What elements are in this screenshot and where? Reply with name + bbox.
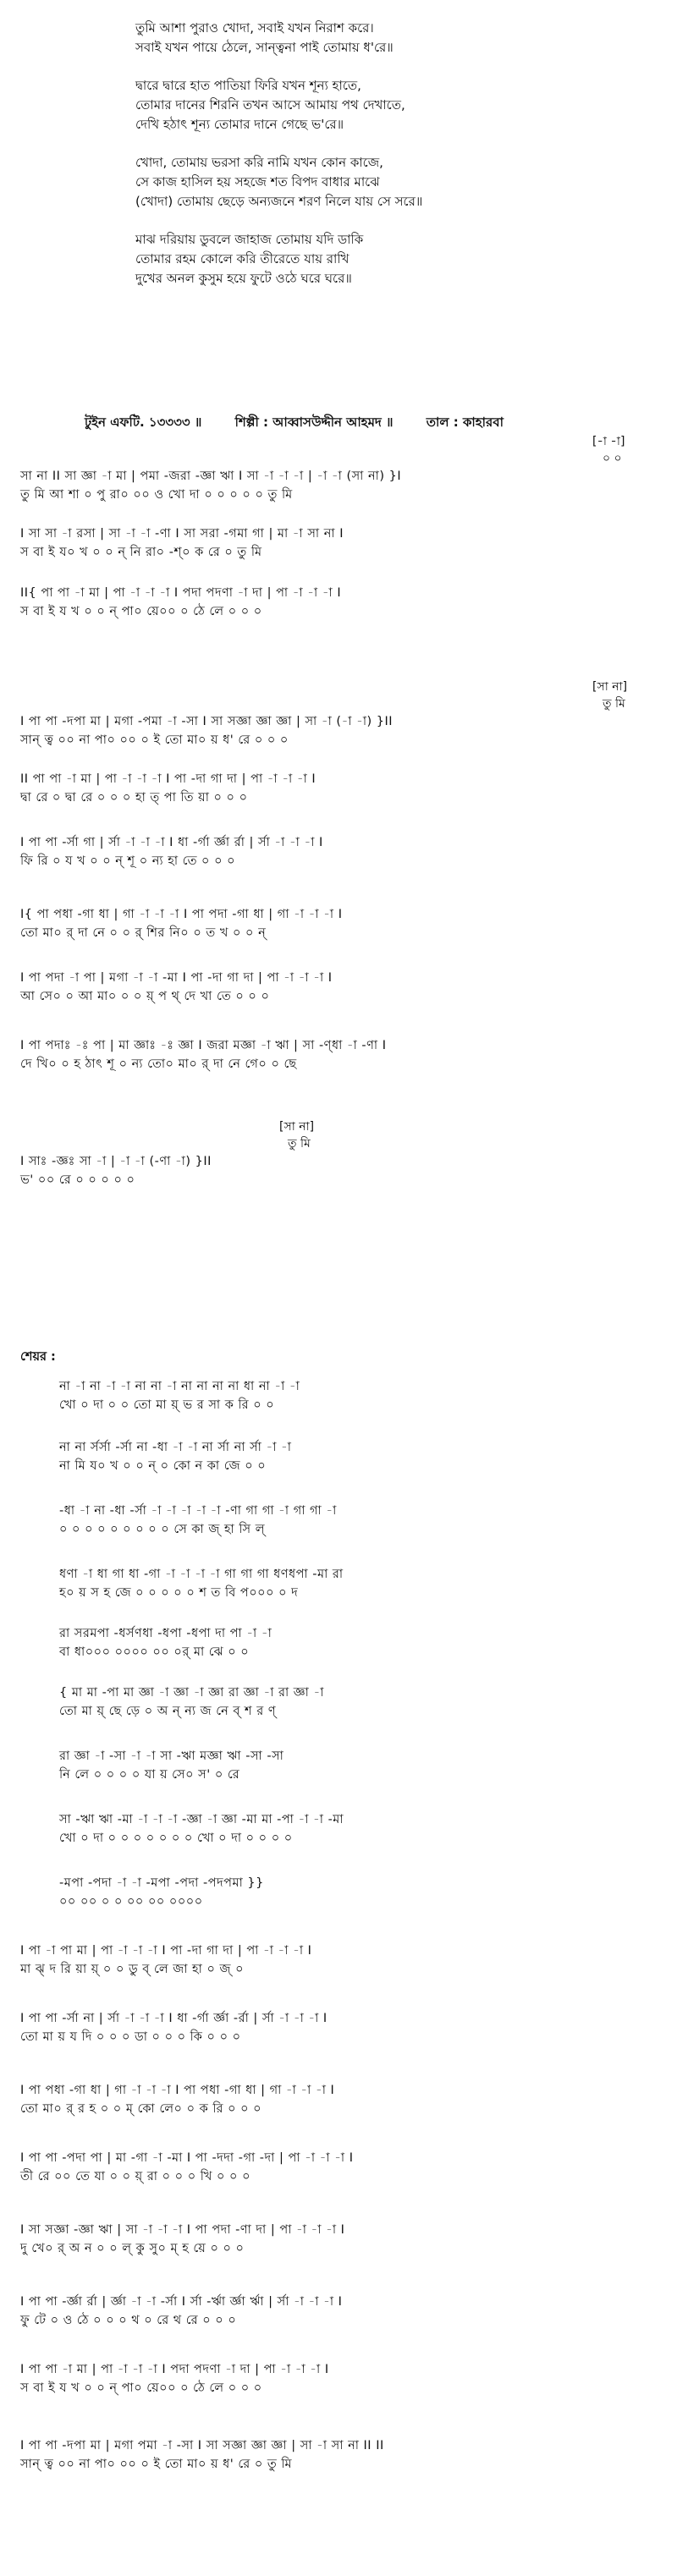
lyric-line: তুমি আশা পুরাও খোদা, সবাই যখন নিরাশ করে। <box>135 20 374 36</box>
swaralipi-notes: II পা পা -া মা | পা -া -া -া I পা -দা গা দা | পা -া -া -া I <box>20 772 316 786</box>
lyric-line: মাঝ দরিয়ায় ডুবলে জাহাজ তোমায় যদি ডাকি <box>135 232 364 247</box>
swaralipi-notes: I পা পা -র্সা গা | র্সা -া -া -া I ধা -র্গা র্জ্ঞা র্রা | র্সা -া -া -া I <box>20 836 323 849</box>
sheyar-heading: শেয়র : <box>20 1350 56 1364</box>
swaralipi-notes: রা সরমপা -ধর্সণধা -ধপা -ধপা দা পা -া -া <box>59 1627 272 1640</box>
lyric-syllables: স বা ই য খ ০ ০ ন্ পা০ য়ে০০ ০ ঠে লে ০ ০ ০ <box>20 605 262 618</box>
artist-name: শিল্পী : আব্বাসউদ্দীন আহমদ ॥ <box>234 415 394 430</box>
lyric-line: (খোদা) তোমায় ছেড়ে অন্যজনে শরণ নিলে যায় সে সরে॥ <box>135 194 423 209</box>
lyric-syllables: হ০ য় স হ জে ০ ০ ০ ০ ০ শ ত বি প০০০ ০ দ <box>59 1586 299 1600</box>
lyric-line: দেখি হঠাৎ শূন্য তোমার দানে গেছে ভ'রে॥ <box>135 117 344 132</box>
lyric-syllables: তো মা০ র্ র হ ০ ০ ম্ কো লে০ ০ ক রি ০ ০ ০ <box>20 2102 262 2116</box>
lyric-syllables: স বা ই য খ ০ ০ ন্ পা০ য়ে০০ ০ ঠে লে ০ ০ ০ <box>20 2381 262 2395</box>
swaralipi-notes: I পা -া পা মা | পা -া -া -া I পা -দা গা দা | পা -া -া -া I <box>20 1944 312 1958</box>
lyric-syllables: দু খে০ র্ অ ন ০ ০ ল্ কু সু০ ম্ হ য়ে ০ ০ ০ <box>20 2242 245 2255</box>
lyric-line: সে কাজ হাসিল হয় সহজে শত বিপদ বাধার মাঝে <box>135 174 380 189</box>
lyrics-section <box>135 19 609 307</box>
lyric-syllables: ০ ০ ০ ০ ০ ০ ০ ০ ০ সে কা জ্ হা সি ল্ <box>59 1523 266 1536</box>
lyric-syllables: তো মা য় য দি ০ ০ ০ ডা ০ ০ ০ কি ০ ০ ০ <box>20 2030 241 2044</box>
swaralipi-notes: I{ পা পধা -গা ধা | গা -া -া -া I পা পদা -গা ধা | গা -া -া -া I <box>20 908 343 921</box>
swaralipi-notes: না না র্সর্সা -র্সা না -ধা -া -া না র্সা না র্সা -া -া <box>59 1441 292 1454</box>
lyric-line: তোমার দানের শিরনি তখন আসে আমায় পথ দেখাতে, <box>135 97 405 113</box>
lyric-syllables: আ সে০ ০ আ মা০ ০ ০ য়্ প থ্ দে খা তে ০ ০ ০ <box>20 990 270 1003</box>
swaralipi-notes: I পা পধা -গা ধা | গা -া -া -া I পা পধা -গা ধা | গা -া -া -া I <box>20 2084 335 2097</box>
lyric-stanza <box>135 76 609 135</box>
swaralipi-notes: I পা পা -র্সা না | র্সা -া -া -া I ধা -র্গা র্জ্ঞা -র্রা | র্সা -া -া -া I <box>20 2012 327 2025</box>
lyric-syllables: নি লে ০ ০ ০ ০ যা য় সে০ স' ০ রে <box>59 1768 240 1782</box>
lyric-syllables: স বা ই য০ খ ০ ০ ন্ নি রা০ -শ্০ ক রে ০ তু মি <box>20 546 262 559</box>
lyric-syllables: ফি রি ০ য খ ০ ০ ন্ শূ ০ ন্য হা তে ০ ০ ০ <box>20 854 236 868</box>
swaralipi-notes: ধণা -া ধা গা ধা -গা -া -া -া -া গা গা গা ধণধপা -মা রা <box>59 1568 344 1581</box>
lyric-line: তোমার রহম কোলে করি তীরেতে যায় রাখি <box>135 251 350 266</box>
lyric-line: সবাই যখন পায়ে ঠেলে, সান্ত্বনা পাই তোমায় ধ'রে॥ <box>135 40 394 55</box>
swaralipi-notes: I সা সজ্ঞা -জ্ঞা ঋা | সা -া -া -া I পা পদা -ণা দা | পা -া -া -া I <box>20 2223 345 2237</box>
swaralipi-notes: I সাঃ -জ্ঞঃ সা -া | -া -া (-ণা -া) }II <box>20 1155 212 1168</box>
swaralipi-notes: I পা পা -দপা মা | মগা -পমা -া -সা I সা সজ্ঞা জ্ঞা জ্ঞা | সা -া (-া -া) }II <box>20 715 394 728</box>
lyric-syllables: ভ' ০০ রে ০ ০ ০ ০ ০ <box>20 1173 135 1187</box>
lyric-syllables: খো ০ দা ০ ০ তো মা য়্ ভ র সা ক রি ০ ০ <box>59 1398 275 1412</box>
optional-words: তু মি <box>288 1137 311 1151</box>
optional-words: তু মি <box>603 697 625 711</box>
swaralipi-notes: I পা পা -দপা মা | মগা পমা -া -সা I সা সজ্ঞা জ্ঞা জ্ঞা | সা -া সা না II II <box>20 2439 384 2452</box>
lyric-stanza <box>135 153 609 211</box>
swaralipi-notes: II{ পা পা -া মা | পা -া -া -া I পদা পদণা -া দা | পা -া -া -া I <box>20 586 342 600</box>
optional-notes: [সা না] <box>592 680 628 694</box>
taal-name: তাল : কাহারবা <box>426 415 504 430</box>
swaralipi-notes: I পা পা -া মা | পা -া -া -া I পদা পদণা -া দা | পা -া -া -া I <box>20 2363 329 2376</box>
lyric-syllables: ফু টে ০ ও ঠে ০ ০ ০ থ ০ রে থ রে ০ ০ ০ <box>20 2314 237 2327</box>
lyric-stanza <box>135 230 609 288</box>
lyric-line: দুখের অনল কুসুম হয়ে ফুটে ওঠে ঘরে ঘরে॥ <box>135 271 352 286</box>
lyric-syllables: ০০ ০০ ০ ০ ০০ ০০ ০০০০ <box>59 1895 203 1909</box>
optional-notes: [সা না] <box>279 1120 315 1134</box>
lyric-syllables: তী রে ০০ তে যা ০ ০ য়্ রা ০ ০ ০ খি ০ ০ ০ <box>20 2170 251 2183</box>
lyric-syllables: তো মা য়্ ছে ড়ে ০ অ ন্ ন্য জ নে ব্ শ র ণ্ <box>59 1705 277 1718</box>
lyric-syllables: সান্ ত্ব ০০ না পা০ ০০ ০ ই তো মা০ য় ধ' রে ০ ০ ০ <box>20 733 289 747</box>
optional-words: ০ ০ <box>603 452 622 465</box>
swaralipi-notes: I সা সা -া রসা | সা -া -া -ণা I সা সরা -গমা গা | মা -া সা না I <box>20 527 344 541</box>
swaralipi-notes: রা জ্ঞা -া -সা -া -া সা -ঋা মজ্ঞা ঋা -সা -সা <box>59 1749 284 1763</box>
lyric-syllables: খো ০ দা ০ ০ ০ ০ ০ ০ ০ খো ০ দা ০ ০ ০ ০ <box>59 1832 293 1845</box>
swaralipi-notes: I পা পা -র্জ্ঞা র্রা | র্জ্ঞা -া -া -র্সা I র্সা -র্ঋা র্জ্ঞা র্ঋা | র্সা -া -া -া I <box>20 2295 343 2309</box>
swaralipi-notes: না -া না -া -া না না -া না না না না ধা না -া -া <box>59 1380 300 1393</box>
lyric-stanza <box>135 19 609 58</box>
lyric-syllables: তো মা০ র্ দা নে ০ ০ র্ শির নি০ ০ ত খ ০ ০ ন্ <box>20 926 267 940</box>
swaralipi-notes: সা -ঋা ঋা -মা -া -া -া -জ্ঞা -া জ্ঞা -মা মা -পা -া -া -মা <box>59 1813 344 1826</box>
lyric-syllables: দ্বা রে ০ দ্বা রে ০ ০ ০ হা ত্ পা তি য়া ০ ০ ০ <box>20 791 248 805</box>
swaralipi-notes: I পা পদা -া পা | মগা -া -া -মা I পা -দা গা দা | পা -া -া -া I <box>20 971 333 985</box>
lyric-line: দ্বারে দ্বারে হাত পাতিয়া ফিরি যখন শূন্য হাতে, <box>135 78 361 93</box>
optional-notes: [-া -া] <box>592 435 625 448</box>
swaralipi-notes: { মা মা -পা মা জ্ঞা -া জ্ঞা -া জ্ঞা রা জ্ঞা -া রা জ্ঞা -া <box>59 1686 324 1700</box>
lyric-syllables: বা ধা০০০ ০০০০ ০০ ০র্ মা ঝে ০ ০ <box>59 1645 250 1659</box>
swaralipi-notes: সা না II সা জ্ঞা -া মা | পমা -জরা -জ্ঞা ঋা I সা -া -া -া | -া -া (সা না) }I <box>20 470 402 483</box>
swaralipi-notes: I পা পা -পদা পা | মা -গা -া -মা I পা -দদা -গা -দা | পা -া -া -া I <box>20 2151 354 2165</box>
swaralipi-notes: -ধা -া না -ধা -র্সা -া -া -া -া -া -ণা গা গা -া গা গা -া <box>59 1504 337 1518</box>
lyric-syllables: সান্ ত্ব ০০ না পা০ ০০ ০ ই তো মা০ য় ধ' রে ০ তু মি <box>20 2458 293 2471</box>
record-info <box>85 413 626 434</box>
swaralipi-notes: -মপা -পদা -া -া -মপা -পদা -পদপমা }} <box>59 1876 264 1890</box>
record-number: টুইন এফটি. ১৩৩৩৩ ॥ <box>85 415 202 430</box>
lyric-syllables: মা ঝ্ দ রি য়া য়্ ০ ০ ডু ব্ লে জা হা ০ জ্ ০ <box>20 1963 245 1976</box>
lyric-syllables: দে খি০ ০ হ ঠাৎ শূ ০ ন্য তো০ মা০ র্ দা নে গে০ ০ ছে <box>20 1057 297 1071</box>
lyric-syllables: না মি য০ খ ০ ০ ন্ ০ কো ন কা জে ০ ০ <box>59 1459 267 1473</box>
swaralipi-notes: I পা পদাঃ -ঃ পা | মা জ্ঞাঃ -ঃ জ্ঞা I জরা মজ্ঞা -া ঋা | সা -ণ্ধা -া -ণা I <box>20 1039 387 1052</box>
lyric-syllables: তু মি আ শা ০ পু রা০ ০০ ও খো দা ০ ০ ০ ০ ০ তু মি <box>20 488 293 502</box>
lyric-line: খোদা, তোমায় ভরসা করি নামি যখন কোন কাজে, <box>135 155 383 170</box>
